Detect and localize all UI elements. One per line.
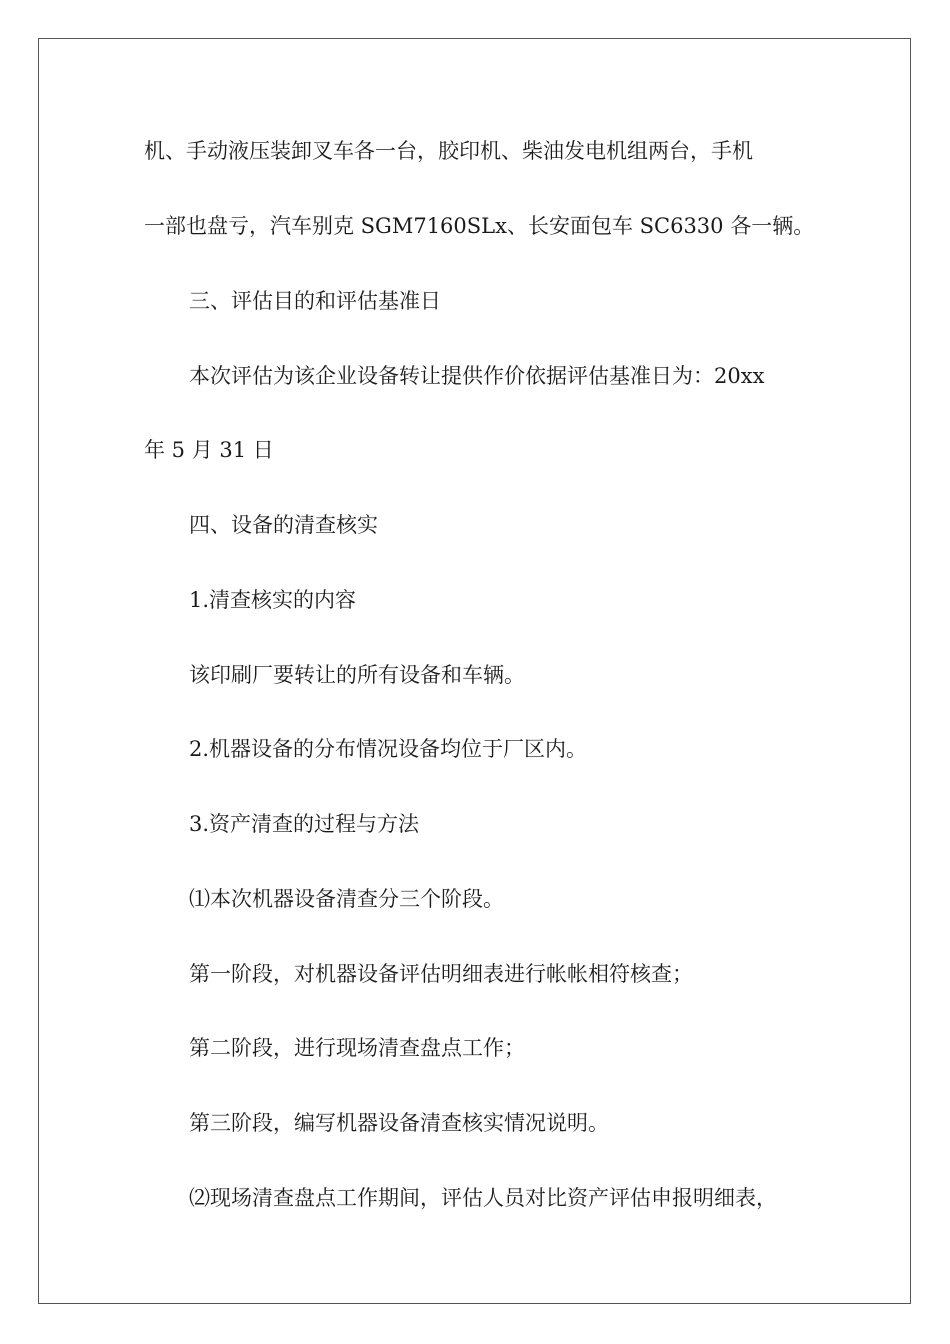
section-heading-4: 四、设备的清查核实: [189, 513, 378, 537]
subheading-2: 2.机器设备的分布情况设备均位于厂区内。: [189, 737, 588, 761]
stage-three-line: 第三阶段，编写机器设备清查核实情况说明。: [189, 1111, 609, 1135]
paragraph-line-4: 本次评估为该企业设备转让提供作价依据评估基准日为：20xx: [189, 364, 765, 388]
list-item-1: ⑴本次机器设备清查分三个阶段。: [189, 887, 504, 911]
paragraph-line-8: 该印刷厂要转让的所有设备和车辆。: [189, 663, 525, 687]
paragraph-line-1: 机、手动液压装卸叉车各一台，胶印机、柴油发电机组两台，手机: [144, 139, 753, 163]
stage-one-line: 第一阶段，对机器设备评估明细表进行帐帐相符核查；: [189, 962, 693, 986]
paragraph-line-5: 年 5 月 31 日: [144, 438, 274, 462]
section-heading-3: 三、评估目的和评估基准日: [189, 289, 441, 313]
subheading-1: 1.清查核实的内容: [189, 588, 357, 612]
paragraph-line-2: 一部也盘亏，汽车别克 SGM7160SLx、长安面包车 SC6330 各一辆。: [144, 214, 815, 238]
subheading-3: 3.资产清查的过程与方法: [189, 812, 420, 836]
list-item-2: ⑵现场清查盘点工作期间，评估人员对比资产评估申报明细表，: [189, 1186, 777, 1210]
stage-two-line: 第二阶段，进行现场清查盘点工作；: [189, 1036, 525, 1060]
